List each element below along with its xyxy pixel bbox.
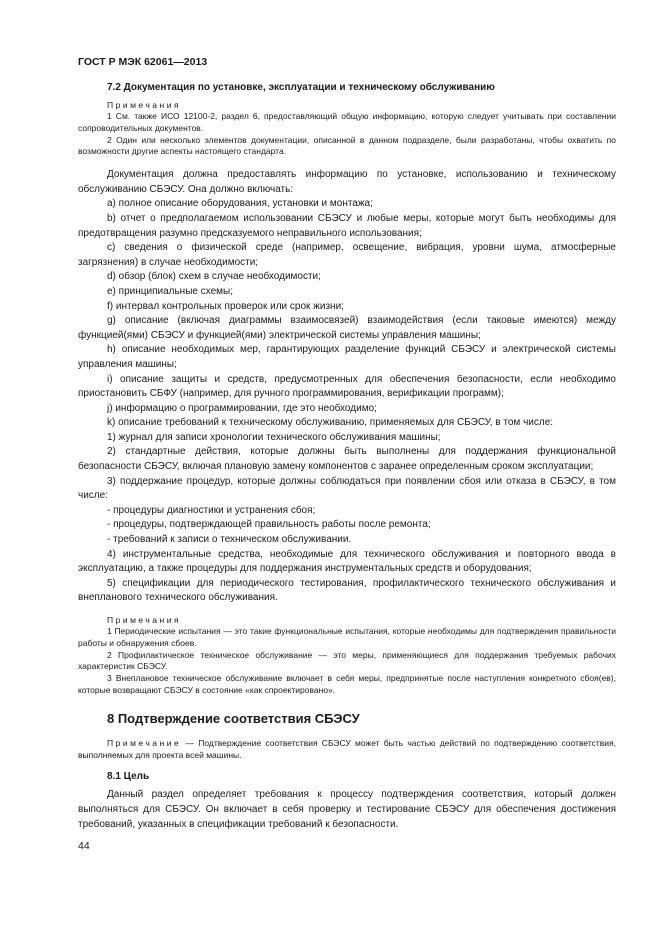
section-8-1-title: 8.1 Цель [107, 771, 150, 783]
list-item: e) принципиальные схемы; [107, 285, 234, 297]
list-item: i) описание защиты и средств, предусмотренных для обеспечения безопасности, если необходимо приостановить СБФУ (например, для ручного программирования, верификации программ); [78, 373, 616, 400]
list-item: 1) журнал для записи хронологии технического обслуживания машины; [107, 431, 441, 443]
document-page [78, 56, 616, 832]
list-item: 2) стандартные действия, которые должны быть выполнены для поддержания функциональной безопасности СБЭСУ, включая плановую замену компонентов с заранее определенным сроком эксплуатации; [78, 446, 616, 473]
document-header: ГОСТ Р МЭК 62061—2013 [78, 56, 208, 68]
paragraph: Данный раздел определяет требования к процессу подтверждения соответствия, который должен выполняться для СБЭСУ. Он включает в себя проверку и тестирование СБЭСУ для обеспечения достижения требований, указанных в спецификации требований к безопасности. [78, 789, 616, 830]
list-item: b) отчет о предполагаемом использовании СБЭСУ и любые меры, которые могут быть необходимы для предотвращения разумно предсказуемого неправильного использования; [78, 212, 616, 239]
list-item: 4) инструментальные средства, необходимые для технического обслуживания и повторного ввода в эксплуатацию, а также процедуры для поддержания инструментальных средств и оборудования; [78, 548, 616, 575]
notes-block [78, 626, 616, 697]
note-paragraph: 2 Профилактическое техническое обслуживание — это меры, применяющиеся для поддержания требуемых рабочих характеристик СБЭСУ. [78, 649, 616, 672]
note-text: — Подтверждение соответствия СБЭСУ может быть частью действий по подтверждению соответствия, выполняемых для проекта всей машины. [78, 737, 616, 760]
notes-block [78, 111, 616, 158]
note-paragraph: 1 См. также ИСО 12100-2, раздел 6, предоставляющий общую информацию, которую следует учитывать при составлении сопроводительных документов. [78, 111, 616, 133]
list-item: j) информацию о программировании, где это необходимо; [107, 402, 377, 414]
paragraph: Документация должна предоставлять информацию по установке, использованию и техническому обслуживанию СБЭСУ. Она должно включать: [78, 169, 616, 195]
list-item: - процедуры диагностики и устранения сбоя; [107, 504, 316, 516]
section-8-note [78, 738, 616, 762]
list-item: g) описание (включая диаграммы взаимосвязей) взаимодействия (если таковые имеются) между функцией(ями) СБЭСУ и функцией(ями) электрической системы управления машины; [78, 315, 616, 341]
list-item: h) описание необходимых мер, гарантирующих разделение функций СБЭСУ и электрической системы управления машины; [78, 344, 616, 370]
list-item: 5) спецификации для периодического тестирования, профилактического технического обслуживания и внепланового технического обслуживания. [78, 577, 616, 604]
list-item: d) обзор (блок) схем в случае необходимости; [107, 271, 321, 283]
section-8-title: 8 Подтверждение соответствия СБЭСУ [107, 710, 360, 726]
notes-label: Примечания [107, 615, 182, 625]
note-paragraph: 2 Один или несколько элементов документации, описанной в данном подразделе, были разработаны, чтобы охватить по возможности другие аспекты настоящего стандарта. [78, 134, 616, 157]
list-item: 3) поддержание процедур, которые должны соблюдаться при появлении сбоя или отказа в СБЭСУ, в том числе: [78, 475, 616, 502]
page-number: 44 [78, 840, 90, 852]
section-8-1-body [78, 788, 616, 832]
note-paragraph: 3 Внеплановое техническое обслуживание включает в себя меры, предпринятые после наступления конкретного сбоя(ев), которые возвращают СБЭСУ в состояние «как спроектировано». [78, 673, 616, 695]
body-text [78, 168, 616, 606]
list-item: - процедуры, подтверждающей правильность работы после ремонта; [107, 519, 431, 531]
list-item: c) сведения о физической среде (например, освещение, вибрация, уровни шума, атмосферные загрязнения) в случае необходимости; [78, 242, 616, 268]
section-7-2-title: 7.2 Документация по установке, эксплуатации и техническому обслуживанию [107, 82, 495, 93]
note-label: Примечание [107, 737, 182, 748]
list-item: f) интервал контрольных проверок или срок жизни; [107, 300, 344, 312]
list-item: a) полное описание оборудования, установки и монтажа; [107, 198, 373, 210]
list-item: k) описание требований к техническому обслуживанию, применяемых для СБЭСУ, в том числе: [107, 417, 554, 429]
note-paragraph: 1 Периодические испытания — это такие функциональные испытания, которые необходимы для подтверждения правильности работы и обнаружения сбоев. [78, 626, 616, 648]
list-item: - требований к записи о техническом обслуживании. [107, 534, 352, 546]
notes-label: Примечания [107, 100, 182, 110]
